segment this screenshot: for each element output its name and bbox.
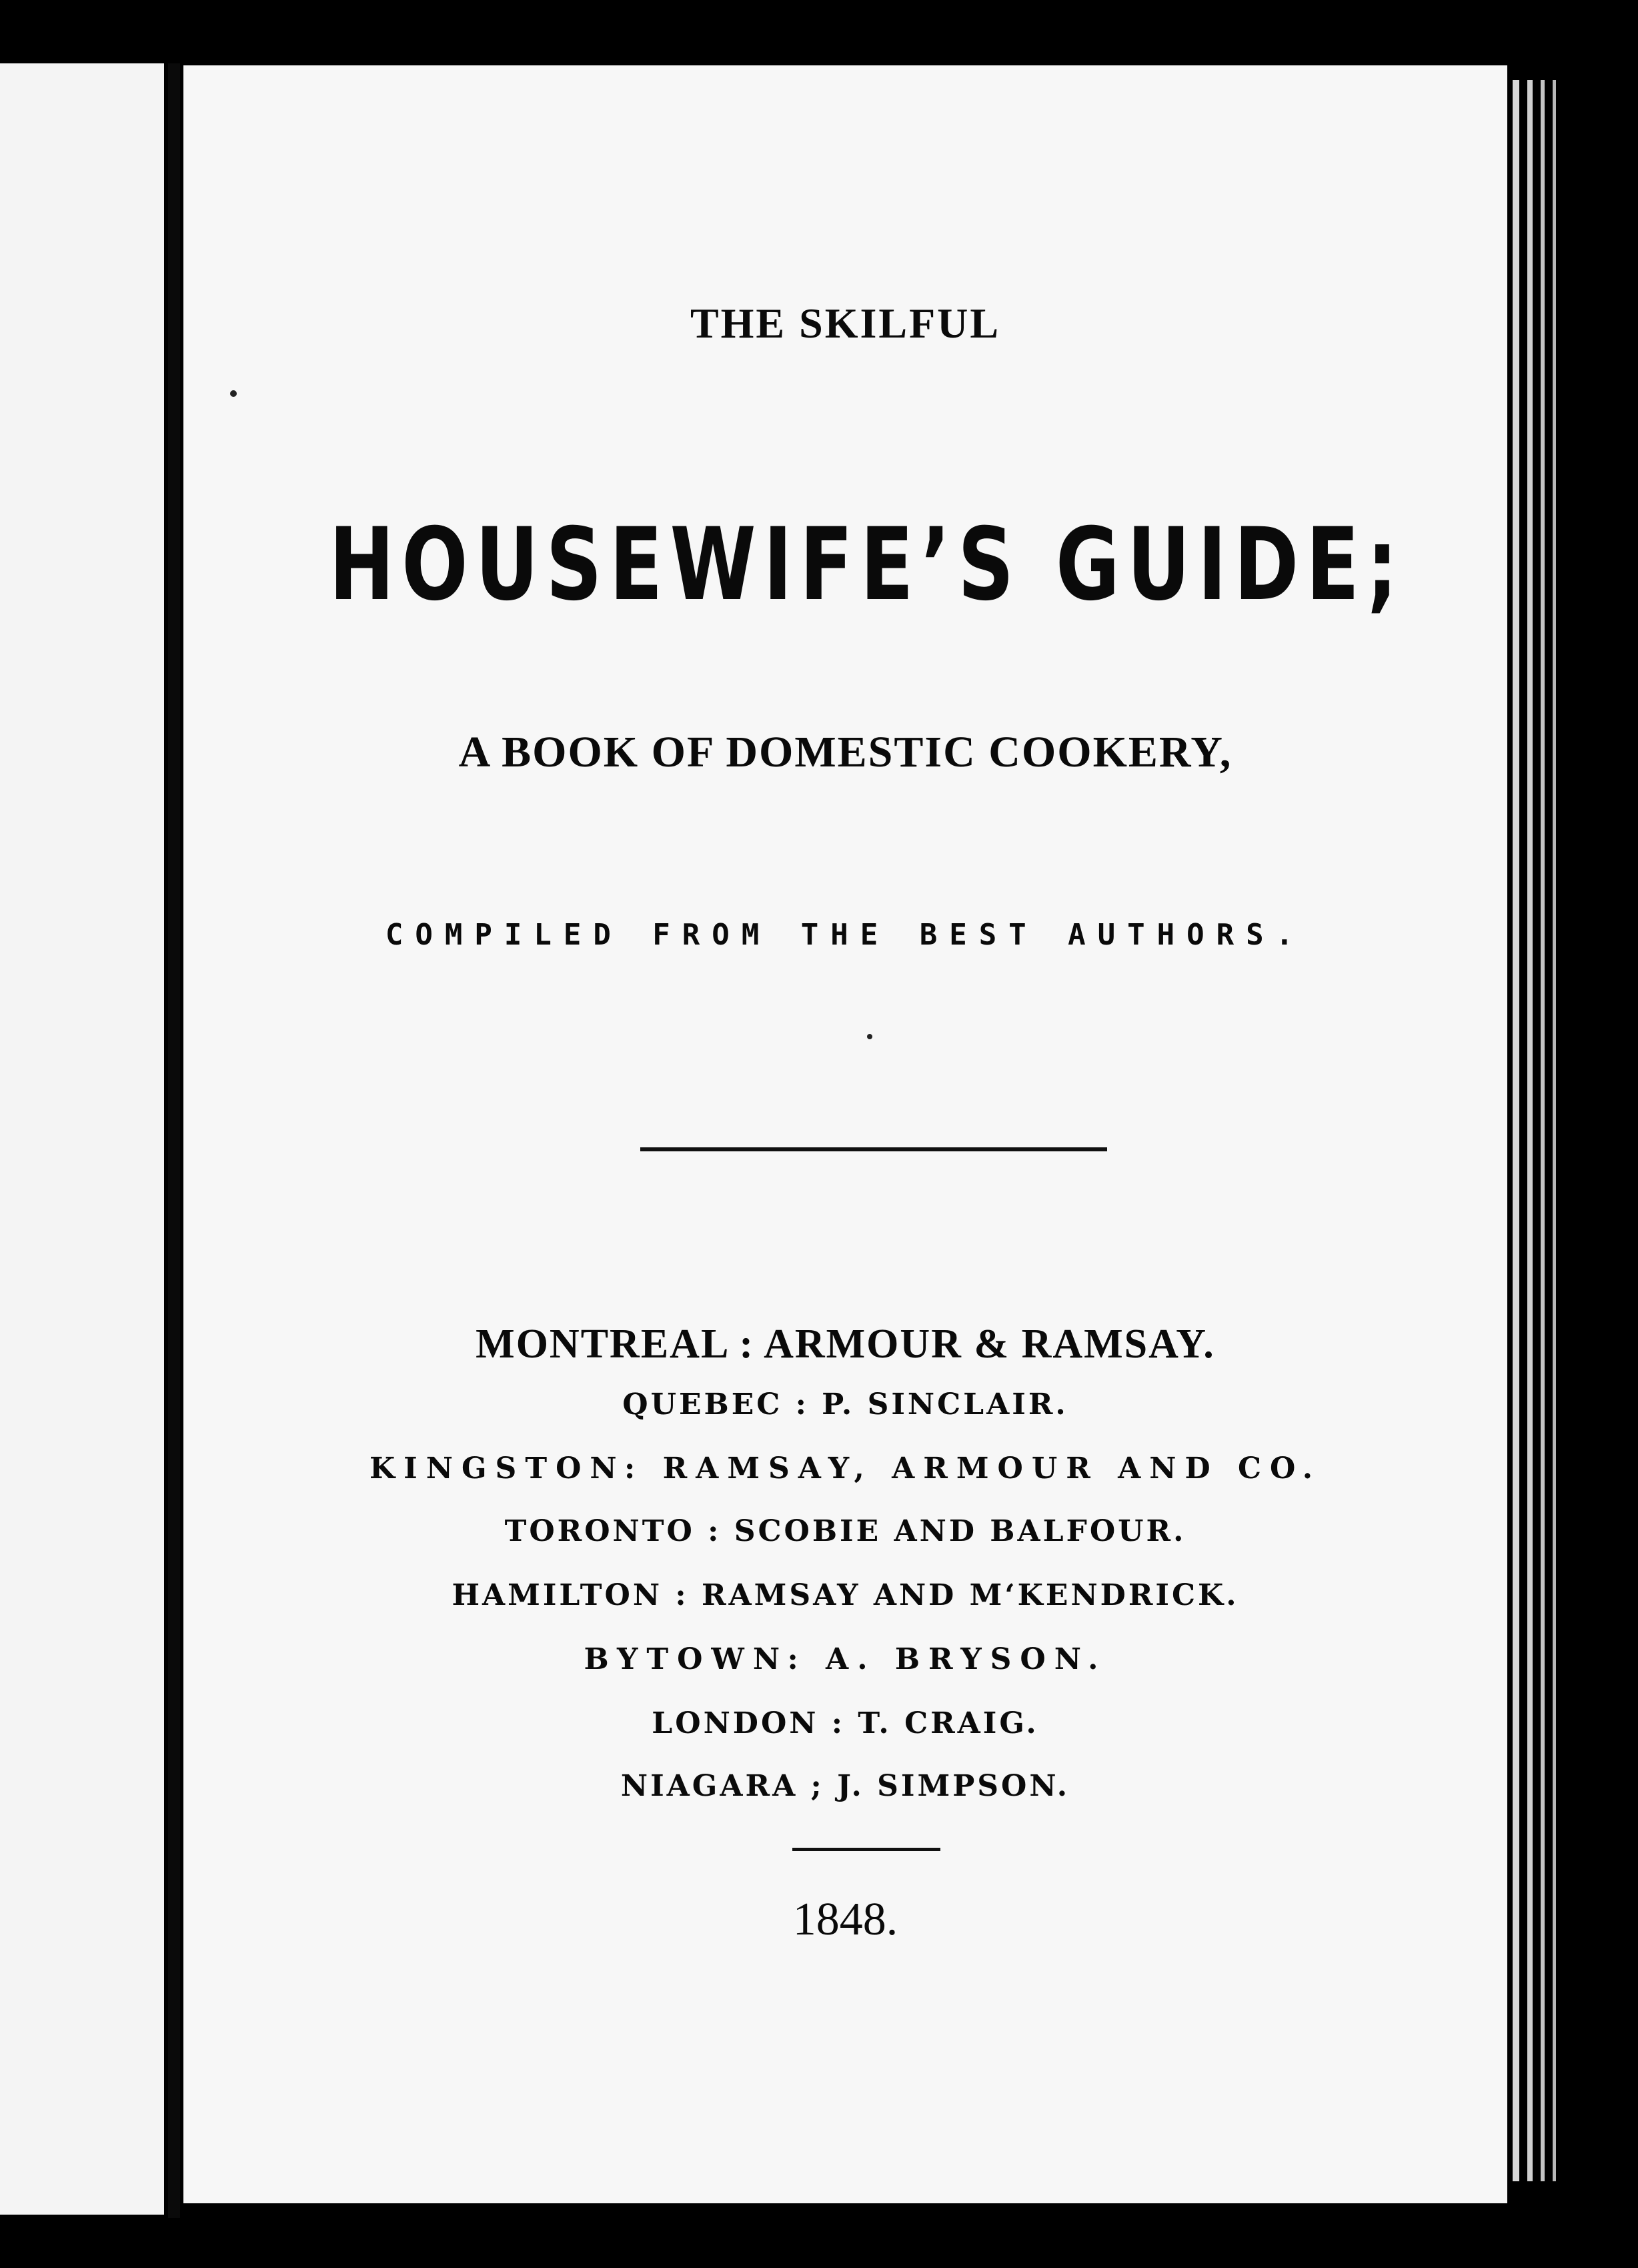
page-edge	[1553, 80, 1556, 2181]
publisher-line: KINGSTON: RAMSAY, ARMOUR AND CO.	[369, 1452, 1322, 1486]
previous-page-edge	[0, 63, 164, 2215]
publisher-line: LONDON : T. CRAIG.	[652, 1706, 1039, 1740]
page-edge	[1541, 80, 1545, 2181]
publisher-line: QUEBEC : P. SINCLAIR.	[622, 1387, 1068, 1422]
page-edge	[1527, 80, 1533, 2181]
divider-rule	[640, 1147, 1107, 1151]
publisher-main: MONTREAL : ARMOUR & RAMSAY.	[476, 1321, 1215, 1367]
book-gutter	[168, 63, 180, 2218]
ink-speck	[230, 390, 237, 397]
compiled-line: COMPILED FROM THE BEST AUTHORS.	[385, 918, 1306, 952]
divider-rule-short	[792, 1848, 940, 1851]
publisher-line: TORONTO : SCOBIE AND BALFOUR.	[504, 1514, 1186, 1548]
page-edge	[1513, 80, 1519, 2181]
publication-year: 1848.	[792, 1894, 898, 1945]
book-title: HOUSEWIFE’S GUIDE;	[329, 507, 1405, 623]
publisher-line: BYTOWN: A. BRYSON.	[584, 1642, 1107, 1676]
publisher-line: NIAGARA ; J. SIMPSON.	[620, 1769, 1070, 1803]
book-subtitle: A BOOK OF DOMESTIC COOKERY,	[458, 728, 1233, 776]
publisher-line: HAMILTON : RAMSAY AND M‘KENDRICK.	[452, 1578, 1239, 1612]
ink-speck	[867, 1034, 872, 1039]
title-page	[183, 65, 1507, 2203]
title-line-1: THE SKILFUL	[690, 300, 1001, 347]
